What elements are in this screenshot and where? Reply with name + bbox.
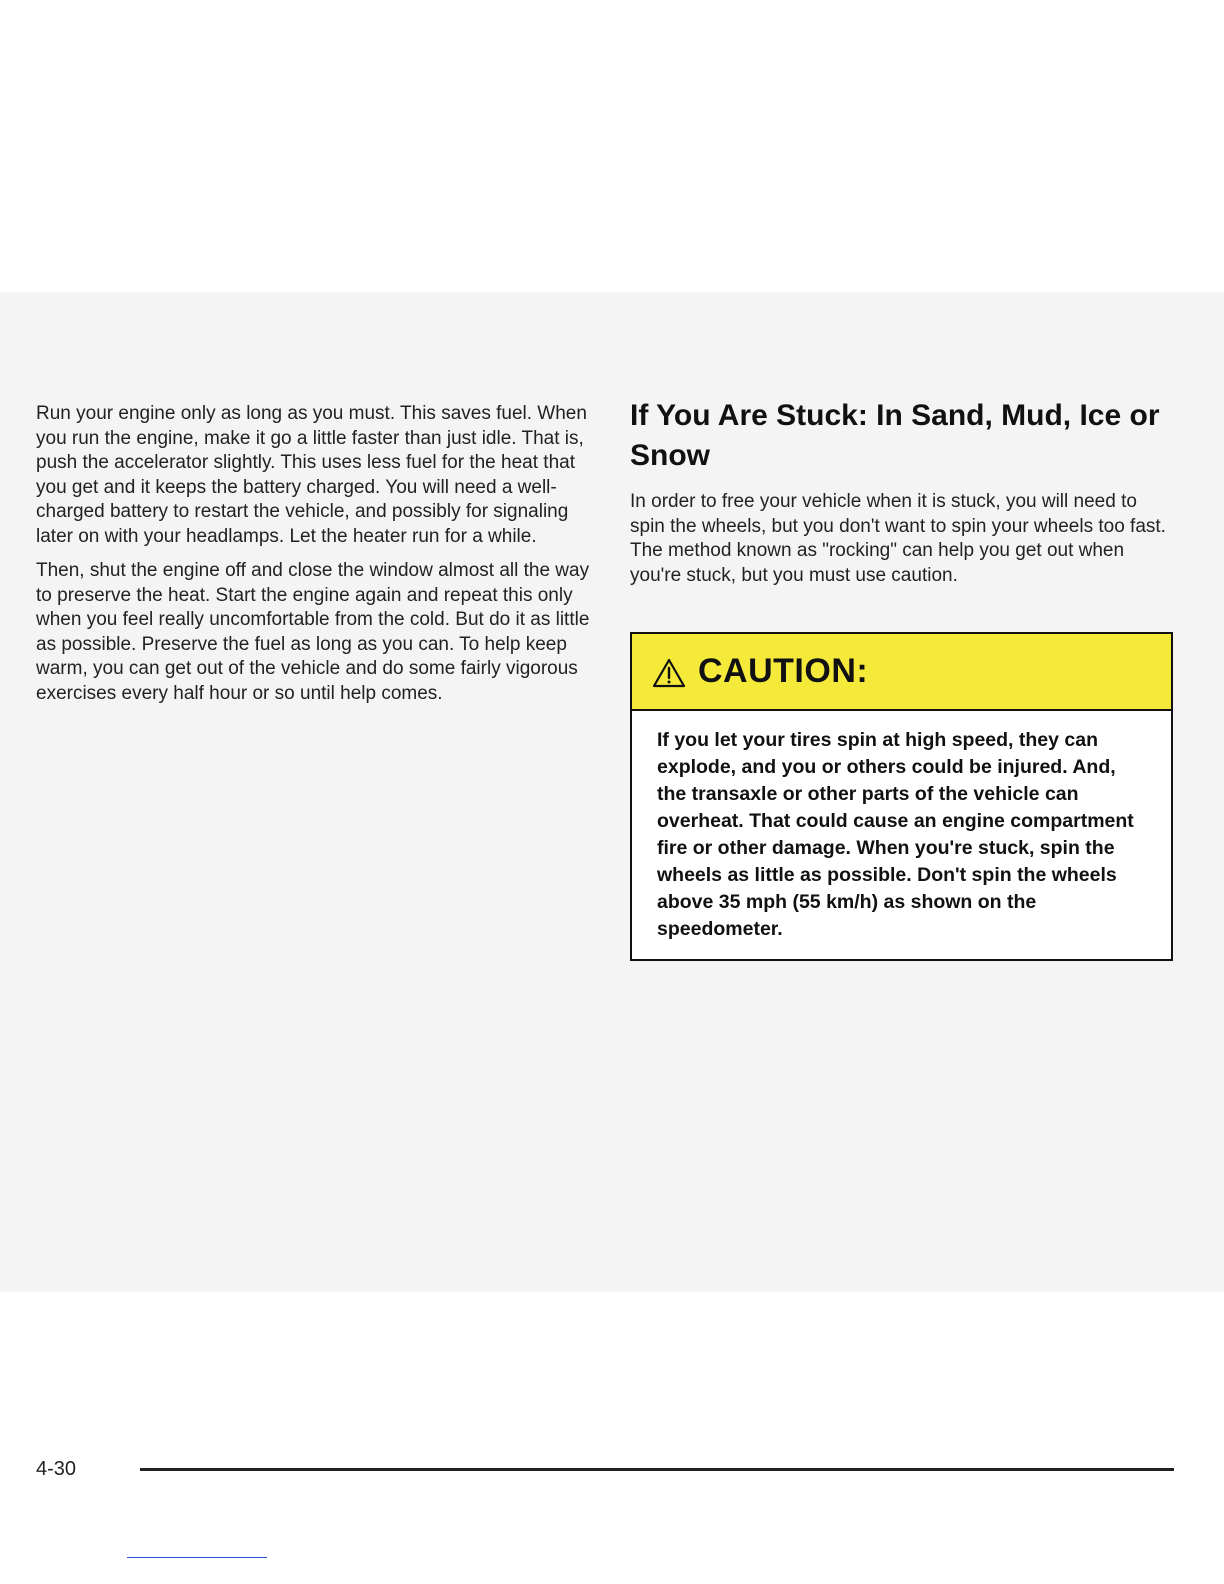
page-number: 4-30 (36, 1458, 77, 1480)
manual-page (0, 292, 1224, 1480)
caution-label: CAUTION: (698, 652, 869, 690)
caution-header (632, 634, 1171, 711)
paragraph-run-engine: Run your engine only as long as you must. This saves fuel. When you run the engine, make it go a little faster than just idle. That is, push the accelerator slightly. This uses less fuel for the heat that you get and it keeps the battery charged. You will need a well-charged battery to restart the vehicle, and possibly for signaling later on with your headlamps. Let the heater run for a while. (36, 403, 587, 547)
right-column (630, 396, 1175, 940)
intro-paragraph: In order to free your vehicle when it is stuck, you will need to spin the wheels, but you don't want to spin your wheels too fast. The method known as "rocking" can help you get out when you're stuck, but you must use caution. (630, 491, 1166, 586)
paragraph-shut-engine: Then, shut the engine off and close the window almost all the way to preserve the heat. Start the engine again and repeat this only when you feel really uncomfortable from the cold. But do it as little as possible. Preserve the fuel as long as you can. To help keep warm, you can get out of the vehicle and do some fairly vigorous exercises every half hour or so until help comes. (36, 560, 590, 704)
caution-body: If you let your tires spin at high speed, they can explode, and you or others could be injured. And, the transaxle or other parts of the vehicle can overheat. That could cause an engine compartment fire or other damage. When you're stuck, spin the wheels as little as possible. Don't spin the wheels above 35 mph (55 km/h) as shown on the speedometer. (657, 729, 1134, 940)
section-heading: If You Are Stuck: In Sand, Mud, Ice or Snow (630, 399, 1160, 472)
bottom-link-underline (127, 1557, 267, 1558)
left-column (36, 402, 596, 716)
warning-triangle-icon (652, 658, 686, 688)
footer-rule (140, 1468, 1174, 1471)
caution-box (630, 632, 1173, 961)
